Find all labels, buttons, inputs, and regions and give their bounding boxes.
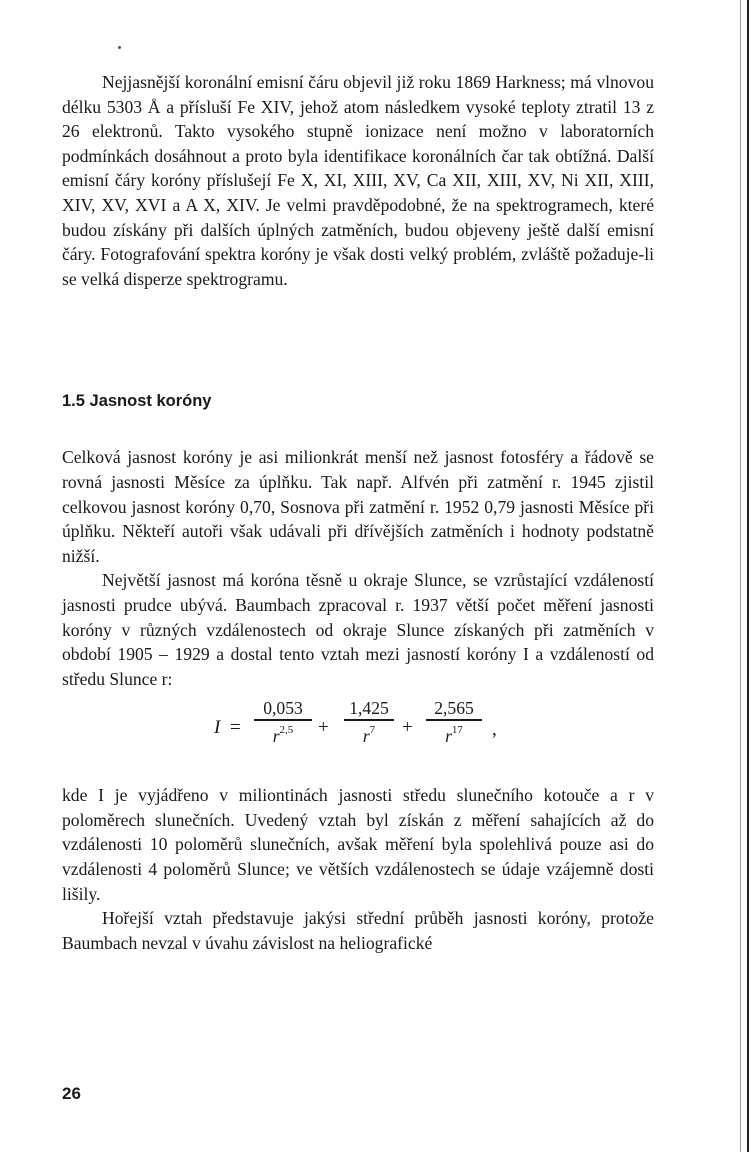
paragraph-baumbach: Největší jasnost má koróna těsně u okraje Slunce, se vzrůstající vzdáleností jasnosti prudce ubývá. Baumbach zpracoval r. 1937 větší počet měření jasnosti koróny v různých vzdálenostech od okraje Slunce získaných při zatměních v období 1905 – 1929 a dostal tento vztah mezi jasností koróny I a vzdáleností od středu Slunce r: <box>62 570 654 689</box>
formula-lhs: I <box>214 717 221 739</box>
formula-plus-1: + <box>318 717 329 739</box>
page-edge-line <box>740 0 741 1152</box>
formula-term-2 <box>344 697 394 746</box>
formula-plus-2: + <box>402 717 413 739</box>
term-2-numerator: 1,425 <box>349 698 389 719</box>
section-heading: 1.5 Jasnost koróny <box>62 392 212 411</box>
formula-term-1 <box>254 697 312 746</box>
print-speck <box>118 46 121 49</box>
brightness-formula <box>62 697 654 781</box>
term-3-base: r <box>445 725 452 746</box>
page-body <box>62 70 654 955</box>
paragraph-coronal-lines: Nejjasnější koronální emisní čáru objevil již roku 1869 Harkness; má vlnovou délku 5303 Å a přísluší Fe XIV, jehož atom následkem vysoké teploty ztratil 13 z 26 elektronů. Takto vysokého stupně ionizace není možno v laboratorních podmínkách dosáhnout a proto byla identifikace koronálních čar tak obtížná. Další emisní čáry koróny příslušejí Fe X, XI, XIII, XV, Ca XII, XIII, XV, Ni XII, XIII, XIV, XV, XVI a A X, XIV. Je velmi pravděpodobné, že na spektrogramech, které budou získány při dalších úplných zatměních, budou objeveny ještě další emisní čáry. Fotografování spektra koróny je však dosti velký problém, zvláště požaduje-li se velká disperze spektrogramu. <box>62 72 654 289</box>
term-3-exponent: 17 <box>451 723 463 736</box>
term-1-base: r <box>272 725 280 746</box>
term-2-denominator <box>363 721 375 747</box>
paragraph-units: kde I je vyjádřeno v miliontinách jasnosti středu slunečního kotouče a r v poloměrech slunečních. Uvedený vztah byl získán z měření sahajících až do vzdálenosti 10 poloměrů slunečních, avšak měření byla spolehlivá pouze asi do vzdálenosti 4 poloměrů Slunce; ve větších vzdálenostech se údaje vzájemně dosti lišily. <box>62 785 654 904</box>
paragraph-mean-profile: Hořejší vztah představuje jakýsi střední průběh jasnosti koróny, protože Baumbach nevzal v úvahu závislost na heliografické <box>62 908 654 953</box>
term-1-numerator: 0,053 <box>263 698 303 719</box>
formula-term-3 <box>426 697 482 746</box>
formula-trailing-comma: , <box>492 719 497 741</box>
formula-equals: = <box>230 717 241 739</box>
term-3-numerator: 2,565 <box>434 698 474 719</box>
term-1-denominator <box>273 721 294 747</box>
page-edge-shadow <box>747 0 749 1152</box>
paragraph-total-brightness: Celková jasnost koróny je asi milionkrát menší než jasnost fotosféry a řádově se rovná jasnosti Měsíce za úplňku. Tak např. Alfvén při zatmění r. 1945 zjistil celkovou jasnost koróny 0,70, Sosnova při zatmění r. 1952 0,79 jasnosti Měsíce při úplňku. Někteří autoři však udávali při dřívějších zatměních i hodnoty podstatně nižší. <box>62 447 654 566</box>
term-2-exponent: 7 <box>369 723 376 736</box>
term-2-base: r <box>362 725 370 746</box>
page-number: 26 <box>62 1084 81 1103</box>
term-1-exponent: 2,5 <box>279 723 294 736</box>
term-3-denominator <box>445 721 463 747</box>
